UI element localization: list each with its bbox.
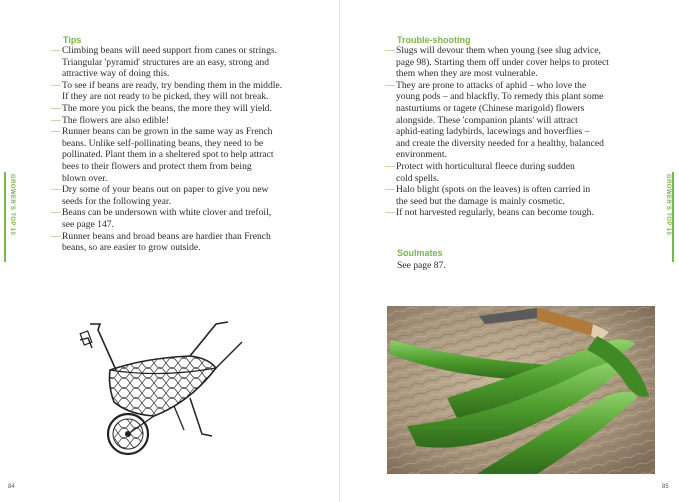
trouble-item bbox=[385, 80, 675, 161]
tip-line: beans, so are easier to grow outside. bbox=[62, 242, 201, 254]
tip-line: Triangular 'pyramid' structures are an easy, strong and bbox=[62, 56, 270, 68]
bullet-dash: — bbox=[385, 207, 395, 219]
trouble-line: Halo blight (spots on the leaves) is often carried in bbox=[396, 184, 591, 196]
tip-item bbox=[51, 80, 336, 103]
right-page bbox=[340, 0, 679, 502]
trouble-line: the seed but the damage is mainly cosmetic. bbox=[396, 195, 565, 207]
bullet-dash: — bbox=[385, 45, 395, 56]
side-tab-left: GROWER'S TOP 10 bbox=[4, 172, 12, 262]
bean-basket-image-icon bbox=[387, 306, 655, 474]
bullet-dash: — bbox=[51, 126, 61, 138]
soulmates-heading: Soulmates bbox=[397, 248, 443, 258]
tip-line: bees to their flowers and protect them from being bbox=[62, 160, 252, 172]
tip-line: The more you pick the beans, the more they will yield. bbox=[62, 102, 272, 114]
tip-line: beans. Unlike self-pollinating beans, they need to be bbox=[62, 137, 264, 149]
bullet-dash: — bbox=[51, 114, 61, 126]
trouble-line: page 98). Starting them off under cover helps to protect bbox=[396, 56, 609, 68]
tip-item bbox=[51, 207, 336, 230]
tip-item bbox=[51, 231, 336, 254]
trouble-line: Protect with horticultural fleece during sudden bbox=[396, 160, 575, 172]
runner-beans-photo bbox=[387, 306, 655, 474]
trouble-line: young pods – and blackfly. To remedy this plant some bbox=[396, 91, 604, 103]
tip-item bbox=[51, 45, 336, 80]
tip-line: pollinated. Plant them in a sheltered spot to help attract bbox=[62, 149, 274, 161]
tip-item bbox=[51, 126, 336, 184]
trouble-item bbox=[385, 207, 675, 219]
trouble-line: aphid-eating ladybirds, lacewings and hoverflies – bbox=[396, 126, 590, 138]
tip-line: see page 147. bbox=[62, 218, 114, 230]
trouble-line: Slugs will devour them when young (see slug advice, bbox=[396, 45, 601, 56]
bullet-dash: — bbox=[51, 184, 61, 196]
tip-line: attractive way of doing this. bbox=[62, 68, 170, 80]
tip-item bbox=[51, 184, 336, 207]
bullet-dash: — bbox=[51, 207, 61, 219]
wheelbarrow-sketch-icon bbox=[70, 318, 250, 468]
tip-line: If they are not ready to be picked, they will not break. bbox=[62, 91, 269, 103]
tip-line: Climbing beans will need support from canes or strings. bbox=[62, 45, 278, 56]
bullet-dash: — bbox=[51, 79, 61, 91]
trouble-line: them when they are most vulnerable. bbox=[396, 68, 538, 80]
trouble-line: alongside. These 'companion plants' will attract bbox=[396, 114, 578, 126]
tip-line: seeds for the following year. bbox=[62, 195, 171, 207]
trouble-line: environment. bbox=[396, 149, 447, 161]
side-tab-right: GROWER'S TOP 10 bbox=[666, 172, 674, 262]
tip-line: Dry some of your beans out on paper to give you new bbox=[62, 184, 269, 196]
page-number-right: 85 bbox=[662, 484, 669, 490]
tip-item bbox=[51, 115, 336, 127]
tip-line: To see if beans are ready, try bending them in the middle. bbox=[62, 79, 283, 91]
trouble-item bbox=[385, 184, 675, 207]
tips-heading: Tips bbox=[63, 35, 82, 45]
tip-line: Runner beans and broad beans are hardier than French bbox=[62, 230, 271, 242]
tip-item bbox=[51, 103, 336, 115]
trouble-line: nasturtiums or tagete (Chinese marigold) flowers bbox=[396, 102, 585, 114]
trouble-line: If not harvested regularly, beans can become tough. bbox=[396, 207, 594, 219]
left-page bbox=[0, 0, 339, 502]
tip-line: Beans can be undersown with white clover and trefoil, bbox=[62, 207, 272, 219]
tip-line: Runner beans can be grown in the same way as French bbox=[62, 126, 273, 138]
tip-line: blown over. bbox=[62, 172, 108, 184]
troubleshooting-heading: Trouble-shooting bbox=[397, 35, 471, 45]
page-number-left: 84 bbox=[8, 484, 15, 490]
soulmates-text: See page 87. bbox=[397, 260, 446, 271]
bullet-dash: — bbox=[51, 230, 61, 242]
tip-line: The flowers are also edible! bbox=[62, 114, 170, 126]
bullet-dash: — bbox=[385, 184, 395, 196]
trouble-line: and create the diversity needed for a healthy, balanced bbox=[396, 137, 604, 149]
troubleshooting-list bbox=[385, 45, 675, 219]
trouble-item bbox=[385, 161, 675, 184]
trouble-line: cold spells. bbox=[396, 172, 440, 184]
tips-list bbox=[51, 45, 336, 254]
bullet-dash: — bbox=[51, 102, 61, 114]
trouble-item bbox=[385, 45, 675, 80]
trouble-line: They are prone to attacks of aphid – who love the bbox=[396, 79, 587, 91]
bullet-dash: — bbox=[385, 160, 395, 172]
bullet-dash: — bbox=[51, 45, 61, 56]
bullet-dash: — bbox=[385, 79, 395, 91]
